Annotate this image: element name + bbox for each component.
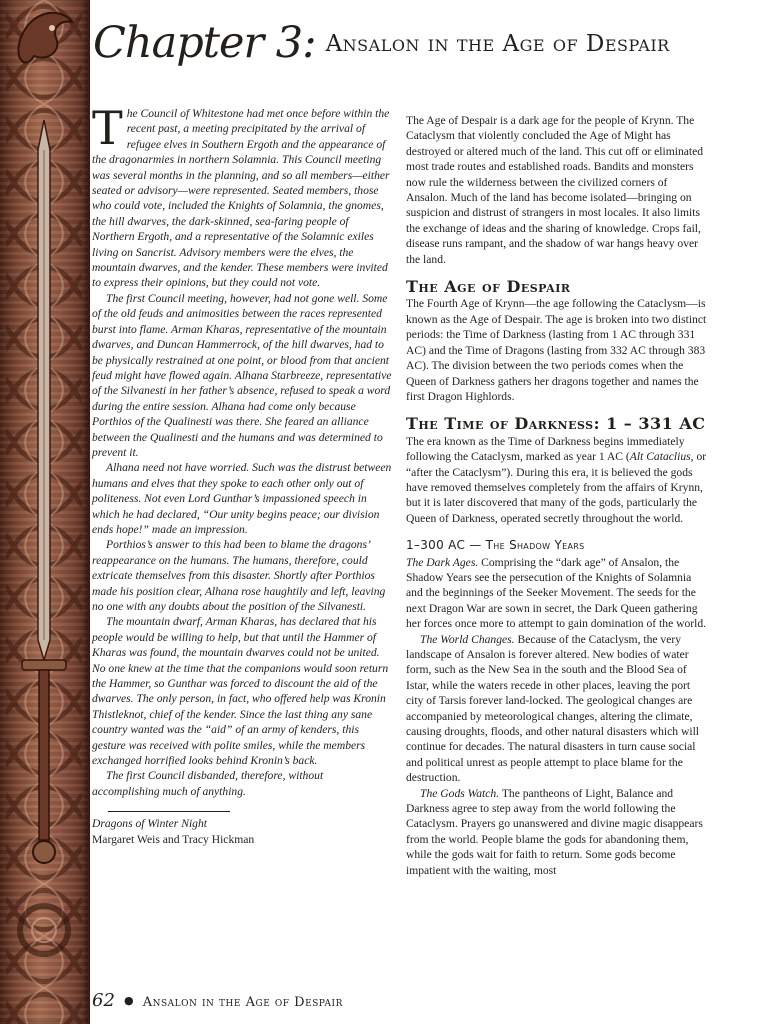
excerpt-text: he Council of Whitestone had met once before within the recent past, a meeting precipitated by the arrival of refugee elves in Southern Ergoth and the appearance of the dragonarmies in northern Solamnia. This Council meeting was several months in the planning, and so all members—either seated or advisory—were represented. Seated members, those who could vote, included the Knights of Solamnia, the gnomes, the hill dwarves, the dark-skinned, sea-faring people of Northern Ergoth, and a representative of the Solamnic exiles living on Sancrist. Advisory members were the elves, the mountain dwarves, and the kender. These members were invited to express their opinions, but they could not vote. xyxy=(92,107,390,290)
body-text: Because of the Cataclysm, the very landscape of Ansalon is forever altered. New bodies of water form, such as the New Sea in the south and the Blood Sea of Istar, while the waters recede in other places, leaving the port city of Tarsis forever land-locked. The geological changes are accompanied by meteorological changes, altering the climate, causing droughts, floods, and other natural disasters which will continue for decades. The natural disasters in turn cause social and political unrest as people attempt to place blame for the destruction. xyxy=(406,632,700,785)
shadow-years-paragraph xyxy=(406,786,708,878)
bullet-icon: ● xyxy=(124,994,134,1007)
left-column-excerpt xyxy=(92,101,392,847)
shadow-years-paragraph xyxy=(406,632,708,786)
right-column-body xyxy=(406,113,708,878)
attribution-title: Dragons of Winter Night xyxy=(92,817,207,831)
page-number: 62 xyxy=(92,990,115,1011)
chapter-name: Ansalon in the Age of Despair xyxy=(325,31,670,57)
body-text: The pantheons of Light, Balance and Darkness agree to step away from the world following the Cataclysm. Prayers go unanswered and divine magic disappears from the world. People blame the gods for abandoning them, while the gods wait for faith to return. Some gods become impatient with the waiting, most xyxy=(406,786,703,877)
section-paragraph xyxy=(406,434,708,526)
section-heading-time-of-darkness: The Time of Darkness: 1 – 331 AC xyxy=(406,414,706,434)
excerpt-paragraph: Alhana need not have worried. Such was the distrust between humans and elves that they spoke to each other only out of politeness. Not even Lord Gunthar’s impassioned speech in which he had declared, “Our unity begins peace; our division ends hope!” made an impression. xyxy=(92,461,392,536)
excerpt-paragraph: The first Council disbanded, therefore, without accomplishing much of anything. xyxy=(92,769,324,798)
drop-cap: T xyxy=(92,101,123,155)
section-heading-age-of-despair: The Age of Despair xyxy=(406,277,571,297)
celtic-knot-border xyxy=(0,0,90,1024)
attribution-authors: Margaret Weis and Tracy Hickman xyxy=(92,832,255,846)
chapter-heading xyxy=(93,18,753,88)
excerpt-paragraph xyxy=(92,101,392,291)
excerpt-paragraph: The mountain dwarf, Arman Kharas, has declared that his people would be willing to help, but that until the Hammer of Kharas was found, the mountain dwarves could not be united. No one knew at the time that the companions would soon return the Hammer, so Gunthar was forced to discount the aid of the dwarves. The only person, in fact, who offered help was Kronin Thistleknot, chief of the kender. Since the last thing any sane country wanted was the “aid” of an army of kenders, this gesture was received with polite smiles, while the members exchanged horrified looks behind Kronin’s back. xyxy=(92,615,389,768)
body-text: , or “after the Cataclysm”). During this era, it is believed the gods have removed themselves completely from the affairs of Krynn, but it is later discovered that many of the gods, particularly the Queen of Darkness, operated secretly throughout the world. xyxy=(406,450,707,525)
latin-term: Alt Cataclius xyxy=(629,450,691,464)
intro-paragraph: The Age of Despair is a dark age for the people of Krynn. The Cataclysm that violently concluded the Age of Might has destroyed or altered much of the land. This cut off or eliminated most trade routes and established roads. Bandits and monsters now rule the wilderness between the civilized corners of Ansalon. Much of the land has become isolated—bringing on suspicion and distrust of strangers in most locales. It also limits the exchange of ideas and the sharing of knowledge. Crops fail, disease runs rampant, and the shadow of war hangs heavy over the land. xyxy=(406,114,704,266)
running-title: Ansalon in the Age of Despair xyxy=(142,995,343,1010)
run-in-heading: The Gods Watch. xyxy=(420,786,500,800)
run-in-heading: The World Changes. xyxy=(420,632,515,646)
section-paragraph: The Fourth Age of Krynn—the age following the Cataclysm—is known as the Age of Despair. The age is broken into two distinct periods: the Time of Darkness (lasting from 1 AC through 331 AC) and the Time of Dragons (lasting from 332 AC through 383 AC). The division between the two periods comes when the Queen of Darkness gathers her dragons together and names the first Dragon Highlords. xyxy=(406,297,707,403)
excerpt-paragraph: The first Council meeting, however, had not gone well. Some of the old feuds and animosities between the races represented burst into flame. Arman Kharas, representative of the mountain dwarves, and Duncan Hammerrock, of the hill dwarves, had to be physically restrained at one point, or blood from that ancient feud might have flowed again. Alhana Starbreeze, representative of the Silvanesti in her father’s absence, refused to speak a word during the entire session. Alhana had come only because Porthios of the Qualinesti was there. She feared an alliance between the Qualinesti and the humans and was determined to prevent it. xyxy=(92,291,392,459)
excerpt-paragraph: Porthios’s answer to this had been to blame the dragons’ reappearance on the humans. The humans, therefore, could extricate themselves from this disaster. Shortly after Porthios made his position clear, Alhana rose haughtily and left, leaving no one with any doubts about the position of the Silvanesti. xyxy=(92,538,386,613)
body-text: Comprising the “dark age” of Ansalon, the Shadow Years see the persecution of the Knights of Solamnia and the beginnings of the Seeker Movement. The seeds for the next Dragon War are sown in secret, the Dark Queen gathering her forces once more to attempt to gain domination of the world. xyxy=(406,555,707,631)
body-text: The era known as the Time of Darkness begins immediately following the Cataclysm, marked as year 1 AC ( xyxy=(406,434,685,464)
shadow-years-paragraph xyxy=(406,555,708,632)
page-footer xyxy=(92,990,343,1012)
run-in-heading: The Dark Ages. xyxy=(406,555,479,569)
sub-heading-shadow-years: 1–300 AC — The Shadow Years xyxy=(406,538,585,553)
chapter-number-script: Chapter 3: xyxy=(93,18,316,68)
border-ornament xyxy=(0,0,88,1024)
attribution-rule xyxy=(108,811,230,812)
